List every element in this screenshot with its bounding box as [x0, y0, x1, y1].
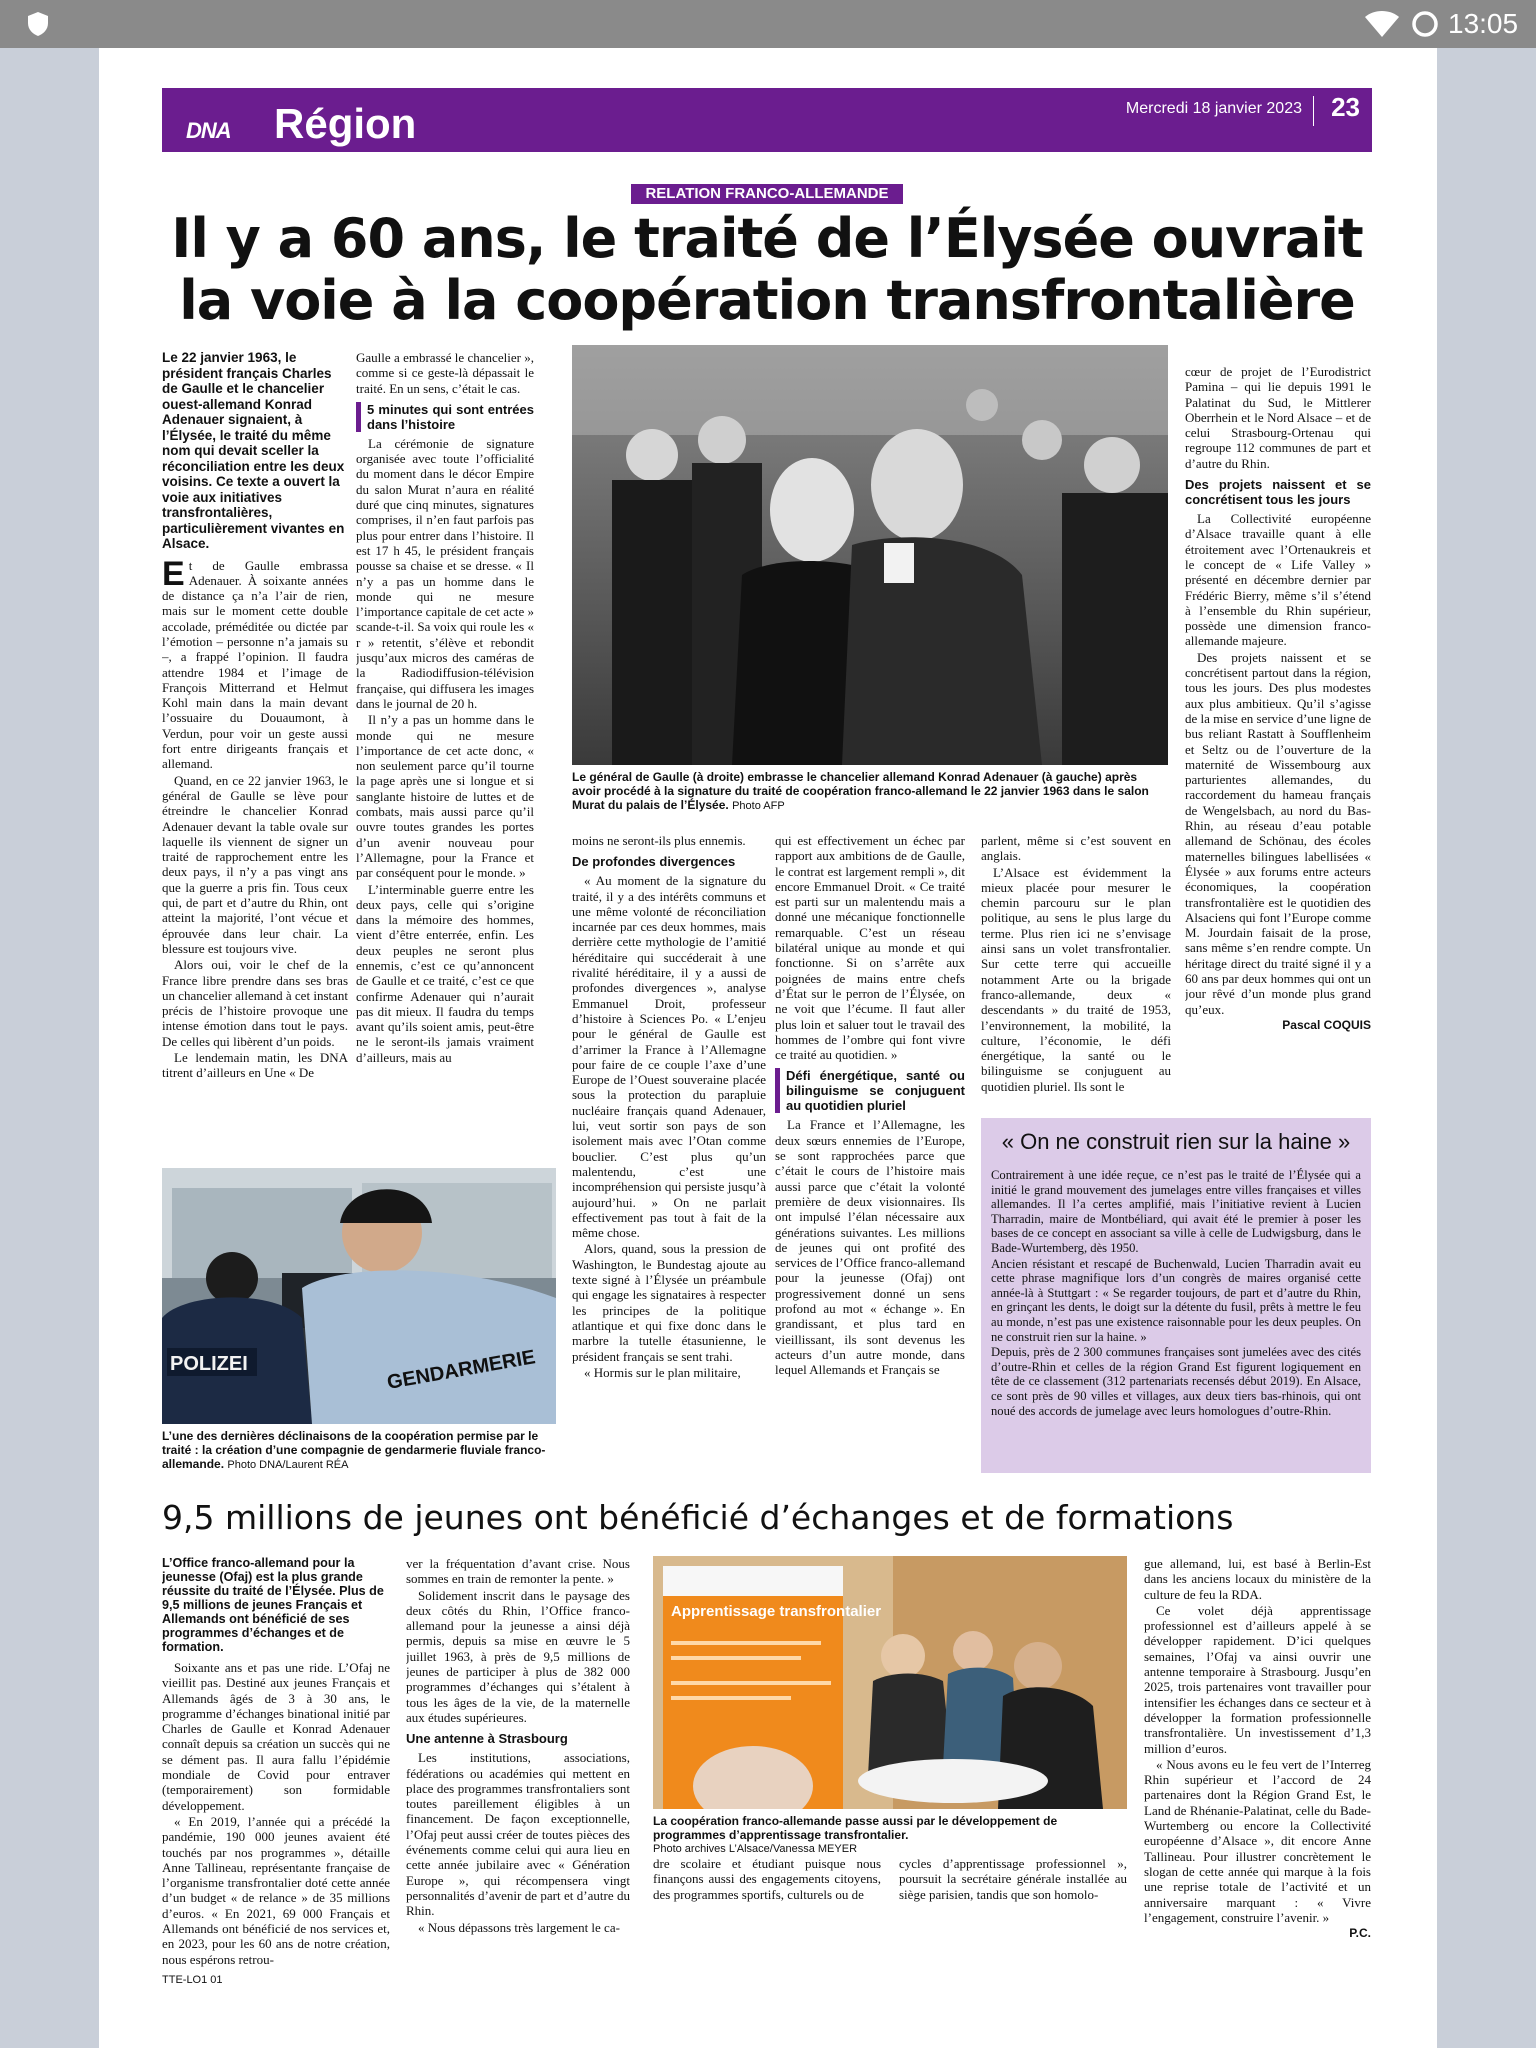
loading-icon: [1410, 9, 1440, 39]
photo-image: [653, 1556, 1127, 1809]
headline-line: Il y a 60 ans, le traité de l’Élysée ouvrait: [171, 207, 1363, 270]
paragraph: Alors, quand, sous la pression de Washington, le Bundestag ajoute au texte signé à l’Élysée un préambule qui engage les signataires à respecter les principes de la politique atlantique et qui fixe donc dans le marbre la tutelle étasunienne, le président français se sent trahi.: [572, 1241, 766, 1364]
paragraph: Quand, en ce 22 janvier 1963, le général de Gaulle se lève pour étreindre le chancelier Konrad Adenauer devant la table ovale sur laquelle ils viennent de signer un traité de rapprochement entre les deux pays, il n’y a pas vingt ans que la guerre a pris fin. Tous ceux qui, de part et d’autre du Rhin, ont atteint la majorité, l’ont vécue et éprouvée dans leur chair. La blessure est toujours vive.: [162, 772, 348, 956]
shield-icon: [26, 11, 50, 37]
paragraph: qui est effectivement un échec par rapport aux ambitions de de Gaulle, le contrat est largement rempli », dit encore Emmanuel Droit. « Ce traité est parti sur un malentendu mais a donné une mécanique fonctionnelle remarquable. C’est un réseau bilatéral unique au monde et qui fonctionne. Si on s’arrête aux poignées de mains entre chefs d’État sur le perron de l’Élysée, on ne voit que l’écume. Il faut aller plus loin et saluer tout le travail des hommes de l’ombre qui font vivre ce traité au quotidien. »: [775, 833, 965, 1063]
article-column: [899, 1856, 1127, 1904]
paragraph: « En 2019, l’année qui a précédé la pandémie, 190 000 jeunes avaient été touchés par nos programmes », détaille Anne Tallineau, représentante française de l’organisme transfrontalier doté cette année d’un budget « de relance » de 35 millions d’euros. « En 2021, 69 000 Français et Allemands ont bénéficié de nos services et, en 2023, pour les 60 ans de notre création, nous espérons retrou-: [162, 1813, 390, 1967]
article-column: [572, 833, 766, 1483]
photo-caption: Le général de Gaulle (à droite) embrasse le chancelier allemand Konrad Adenauer (à gauche) après avoir procédé à la signature du traité de coopération franco-allemand le 22 janvier 1963 dans le salon Murat du palais de l’Élysée. Photo AFP: [572, 770, 1149, 812]
paragraph: « Hormis sur le plan militaire,: [584, 1364, 741, 1380]
article-column: [981, 833, 1171, 1113]
paragraph: Solidement inscrit dans le paysage des deux côtés du Rhin, l’Office franco-allemand pour la jeunesse a ainsi déjà permis, depuis sa mise en œuvre le 5 juillet 1963, à près de 9,5 millions de jeunes de participer à plus de 382 000 programmes d’échanges qui s’étalent à tous les âges de la vie, de la maternelle aux études supérieures.: [406, 1587, 630, 1725]
paragraph: ver la fréquentation d’avant crise. Nous sommes en train de remonter la pente. »: [406, 1556, 630, 1587]
article-column: [1144, 1556, 1371, 1971]
paragraph: Les institutions, associations, fédérations ou académies qui mettent en place des programmes transfrontaliers sont toutes pareillement éligibles à un financement. De façon exceptionnelle, l’Ofaj peut aussi créer de toutes pièces des événements comme celui qui aura lieu en cette année jubilaire avec « Génération Europe », qui récompensera vingt personnalités d’avenir de part et d’autre du Rhin.: [406, 1750, 630, 1919]
author-signature: Pascal COQUIS: [1282, 1017, 1371, 1032]
quote-box: [981, 1118, 1371, 1473]
paragraph: Et de Gaulle embrassa Adenauer. À soixante années de distance ça n’a l’air de rien, mais sur le moment cette double accolade, préméditée ou dictée par l’émotion – personne n’a jamais su –, a frappé l’opinion. Il faudra attendre 1984 et l’image de François Mitterrand et Helmut Kohl main dans la main devant l’ossuaire du Douaumont, à Verdun, pour voir un geste aussi fort entre dirigeants français et allemand.: [162, 554, 348, 772]
photo-image: [162, 1168, 556, 1424]
paragraph: cycles d’apprentissage professionnel », poursuit la secrétaire générale installée au siège parisien, tandis que son homolo-: [899, 1856, 1127, 1902]
paragraph: cœur de projet de l’Eurodistrict Pamina – qui lie depuis 1991 le Palatinat du Sud, le Mittlerer Oberrhein et le Nord Alsace – et de celui Strasbourg-Ortenau qui regroupe 112 communes de part et d’autre du Rhin.: [1185, 364, 1371, 471]
author-signature: P.C.: [1349, 1926, 1371, 1941]
article-column: [162, 1556, 390, 1971]
subheading: De profondes divergences: [572, 854, 736, 870]
article-column: [653, 1856, 881, 1904]
wifi-icon: [1364, 10, 1400, 38]
article-column: [406, 1556, 630, 1971]
second-headline: 9,5 millions de jeunes ont bénéficié d’échanges et de formations: [162, 1498, 1234, 1537]
paragraph: Depuis, près de 2 300 communes françaises sont jumelées avec des cités d’outre-Rhin et celles de la région Grand Est figurent logiquement en tête de ce classement (312 partenariats recensés début 2019). En Alsace, ce sont près de 90 villes et villages, aux deux tiers bas-rhinois, qui ont noué des accords de jumelage avec leurs homologues d’outre-Rhin.: [991, 1345, 1361, 1418]
subheading: Défi énergétique, santé ou bilinguisme se conjuguent au quotidien pluriel: [775, 1068, 965, 1113]
subheading: 5 minutes qui sont entrées dans l’histoire: [356, 402, 534, 432]
paragraph: L’interminable guerre entre les deux pays, celle qui s’origine dans la mémoire des hommes, vient d’être enterrée, enfin. Les deux peuples ne seront plus ennemis, c’est ce qu’annoncent de Gaulle et ce traité, c’est ce que confirme Adenauer qui n’aurait pas dit mieux. Il faudra du temps avant qu’ils soient amis, peut-être ne le seront-ils jamais vraiment d’ailleurs, mais au: [356, 881, 534, 1065]
chapo: Le 22 janvier 1963, le président français Charles de Gaulle et le chancelier ouest-allemand Konrad Adenauer signaient, à l’Élysée, le traité du même nom qui devait sceller la réconciliation entre les deux voisins. Ce texte a ouvert la voie aux initiatives transfrontalières, particulièrement vivantes en Alsace.: [162, 350, 345, 551]
paragraph: « Au moment de la signature du traité, il y a des intérêts communs et une même volonté de réconciliation incarnée par ces deux hommes, mais derrière cette mythologie de l’amitié héréditaire qui succéderait à une rivalité héréditaire, il y a aussi de profondes divergences », analyse Emmanuel Droit, professeur d’histoire à Sciences Po. « L’enjeu pour le général de Gaulle est d’arrimer la France à l’Allemagne pour faire de ce couple l’axe d’une Europe de l’Ouest souveraine placée sous la protection du parapluie nucléaire français quand Adenauer, lui, veut sortir son pays de son isolement mais avec l’Otan comme bouclier. C’est plus qu’un malentendu, c’est une incompréhension qui persiste jusqu’à aujourd’hui. » On ne parlait effectivement pas tout à fait de la même chose.: [572, 873, 766, 1241]
page-code: TTE-LO1 01: [162, 1974, 223, 1986]
headline-line: la voie à la coopération transfrontalière: [179, 269, 1355, 332]
paragraph: « Nous dépassons très largement le ca-: [418, 1919, 620, 1935]
photo-credit: Photo DNA/Laurent RÉA: [227, 1459, 349, 1471]
paragraph: La France et l’Allemagne, les deux sœurs ennemies de l’Europe, se sont rapprochées parce que c’était le cours de l’histoire mais aussi parce que c’était la volonté première de deux visionnaires. Ils ont impulsé l’élan nécessaire aux générations suivantes. Les millions de jeunes qui ont profité des services de l’Office franco-allemand pour la jeunesse (Ofaj) ont progressivement donné un sens profond au mot « échange ». En grandissant, et plus tard en vieillissant, ils sont devenus les acteurs d’un autre monde, dans lequel Allemands et Français se: [775, 1117, 965, 1378]
paragraph: parlent, même si c’est souvent en anglais.: [981, 833, 1171, 864]
dna-logo: DNA: [186, 118, 231, 143]
photo-credit: Photo AFP: [732, 800, 785, 812]
paragraph: dre scolaire et étudiant puisque nous finançons aussi des engagements citoyens, des programmes sportifs, culturels ou de: [653, 1856, 881, 1902]
paragraph: moins ne seront-ils plus ennemis.: [572, 833, 746, 848]
paragraph: Ancien résistant et rescapé de Buchenwald, Lucien Tharradin avait eu cette phrase magnifique lors d’un congrès de maires organisé cette année-là à Stuttgart : « Se regarder toujours, de part et d’autre du Rhin, en grinçant les dents, le doigt sur la détente du fusil, prêts à mettre le feu au monde, n’est pas une existence raisonnable pour les deux peuples. On ne construit rien sur la haine. »: [991, 1256, 1361, 1344]
status-bar: [0, 0, 1536, 48]
paragraph: La Collectivité européenne d’Alsace travaille quant à elle étroitement avec l’Ortenaukreis et le concept de « Life Valley » présenté en décembre dernier par Frédéric Bierry, même s’il s’étend à l’ensemble du Rhin supérieur, possède une dimension franco-allemande majeure.: [1185, 511, 1371, 649]
page-number: 23: [1331, 92, 1360, 122]
paragraph: Gaulle a embrassé le chancelier », comme si ce geste-là dépassait le traité. En un sens, c’était le cas.: [356, 350, 534, 396]
photo-river-police: [162, 1168, 556, 1424]
article-column: [775, 833, 965, 1483]
gendarmerie-label: GENDARMERIE: [385, 1346, 538, 1394]
section-title: Région: [274, 100, 417, 147]
headline: [162, 208, 1372, 332]
photo-caption: La coopération franco-allemande passe aussi par le développement de programmes d’apprentissage transfrontalier. Photo archives L’Alsace/Vanessa MEYER: [653, 1814, 1127, 1856]
paragraph: Le lendemain matin, les DNA titrent d’ailleurs en Une « De: [162, 1050, 348, 1081]
quote-box-title: « On ne construit rien sur la haine »: [1001, 1129, 1351, 1154]
photo-signing-ceremony: [572, 345, 1168, 765]
subheading: Une antenne à Strasbourg: [406, 1731, 568, 1747]
paragraph: Des projets naissent et se concrétisent partout dans la région, tous les jours. Des plus modestes aux plus ambitieux. Qu’il s’agisse de la mise en service d’une ligne de bus reliant Rastatt à Soufflenheim et Seltz ou de l’ouverture de la maternité de Wissembourg aux parturientes allemandes, du raccordement du hameau français de Wengelsbach, au nord du Bas-Rhin, au réseau d’eau potable allemand de Schönau, des écoles maternelles bilingues labellisées « Élysée » aux forums entre acteurs économiques, la coopération transfrontalière est le quotidien des Alsaciens qui font l’Europe comme M. Jourdain faisait de la prose, sans même s’en rendre compte. Un héritage direct du traité signé il y a 60 ans par deux hommes qui ont un jour rêvé d’un monde plus grand qu’eux.: [1185, 649, 1371, 1017]
article-column: [356, 350, 534, 1162]
article-column: [1185, 364, 1371, 1112]
paragraph: L’Alsace est évidemment la mieux placée pour mesurer le chemin parcouru sur le plan politique, au sens le plus large du terme. Plus rien ici ne s’envisage ainsi sans un volet transfrontalier. Sur cette terre qui accueille notamment Arte ou la brigade franco-allemande, deux « descendants » du traité de 1953, l’environnement, la mobilité, la culture, l’économie, le défi énergétique, la santé ou le bilinguisme se conjuguent au quotidien pluriel. Ils sont le: [981, 864, 1171, 1094]
paragraph: gue allemand, lui, est basé à Berlin-Est dans les anciens locaux du ministère de la culture de feu la RDA.: [1144, 1556, 1371, 1602]
paragraph: « Nous avons eu le feu vert de l’Interreg Rhin supérieur et l’accord de 24 partenaires dont la Région Grand Est, le Land de Rhénanie-Palatinat, celle du Bade-Wurtemberg ou encore la Collectivité européenne d’Alsace », dit encore Anne Tallineau. Pour illustrer concrètement le slogan de cette année qui marque à la fois une reprise totale de l’activité et un anniversaire marquant : « Vivre l’engagement, construire l’avenir. »: [1144, 1756, 1371, 1925]
banner-title: Apprentissage transfrontalier: [671, 1603, 882, 1620]
drop-cap: E: [162, 554, 185, 593]
paragraph: Contrairement à une idée reçue, ce n’est pas le traité de l’Élysée qui a initié le grand mouvement des jumelages entre villes françaises et villes allemandes. Il l’a certes amplifié, mais l’initiative revient à Lucien Tharradin, maire de Montbéliard, qui avait été le premier à poser les bases de ce concept en associant sa ville à celle de Ludwigsburg, dans le Bade-Wurtemberg, dès 1950.: [991, 1168, 1361, 1255]
paragraph: Alors oui, voir le chef de la France libre prendre dans ses bras un chancelier allemand à cet instant précis de l’histoire provoque une intense émotion dans tout le pays. De celles qui libèrent d’un poids.: [162, 957, 348, 1049]
paragraph: Soixante ans et pas une ride. L’Ofaj ne vieillit pas. Destiné aux jeunes Français et Allemands âgés de 3 à 30 ans, le programme d’échanges binational initié par Charles de Gaulle et Konrad Adenauer connaît depuis sa création un succès qui ne se dément pas. Il aura fallu l’épidémie mondiale de Covid pour entraver (temporairement) son formidable développement.: [162, 1660, 390, 1813]
masthead: [162, 88, 1372, 152]
chapo: L’Office franco-allemand pour la jeunesse (Ofaj) est la plus grande réussite du traité de l’Élysée. Plus de 9,5 millions de jeunes Français et Allemands ont bénéficié de ses programmes d’échanges et de formation.: [162, 1556, 384, 1654]
kicker: RELATION FRANCO-ALLEMANDE: [631, 184, 903, 204]
article-column: [162, 350, 348, 1162]
photo-apprenticeship: [653, 1556, 1127, 1809]
photo-credit: Photo archives L’Alsace/Vanessa MEYER: [653, 1843, 858, 1855]
subheading: Des projets naissent et se concrétisent tous les jours: [1185, 477, 1371, 508]
paragraph: La cérémonie de signature organisée avec toute l’officialité du moment dans le décor Empire du salon Murat n’aura en réalité duré que cinq minutes, signatures comprises, il n’en faut parfois pas plus pour entrer dans l’histoire. Il est 17 h 45, le président français pousse sa chaise et se dresse. « Il n’y a pas un homme dans le monde qui ne mesure l’importance capitale de cet acte » scande-t-il. Sa voix qui roule les « r » retentit, s’élève et rebondit jusqu’aux micros des caméras de la Radiodiffusion-télévision française, qui diffusera les images dans le journal de 20 h.: [356, 435, 534, 711]
polizei-label: POLIZEI: [170, 1353, 248, 1375]
paragraph: Il n’y a pas un homme dans le monde qui ne mesure l’importance de cet acte donc, « non seulement parce qu’il tourne la page après une si longue et si sanglante histoire de luttes et de combats, mais aussi parce qu’il ouvre toutes grandes les portes d’un avenir nouveau pour l’Allemagne, pour la France et par conséquent pour le monde. »: [356, 712, 534, 881]
photo-caption: L’une des dernières déclinaisons de la coopération permise par le traité : la création d’une compagnie de gendarmerie fluviale franco-allemande. Photo DNA/Laurent RÉA: [162, 1429, 546, 1471]
photo-image: [572, 345, 1168, 765]
clock: 13:05: [1448, 8, 1519, 39]
issue-date: Mercredi 18 janvier 2023: [1125, 100, 1302, 117]
newspaper-page[interactable]: [99, 48, 1437, 2048]
paragraph: Ce volet déjà apprentissage professionnel est d’ailleurs appelé à se développer rapidement. D’ici quelques semaines, l’Ofaj va ainsi ouvrir une antenne temporaire à Strasbourg. Jusqu’en 2025, trois partenaires vont travailler pour intensifier les échanges dans ce secteur et à développer la formation professionnelle transfrontalière. Un investissement d’1,3 million d’euros.: [1144, 1602, 1371, 1756]
divider: [1313, 96, 1314, 126]
